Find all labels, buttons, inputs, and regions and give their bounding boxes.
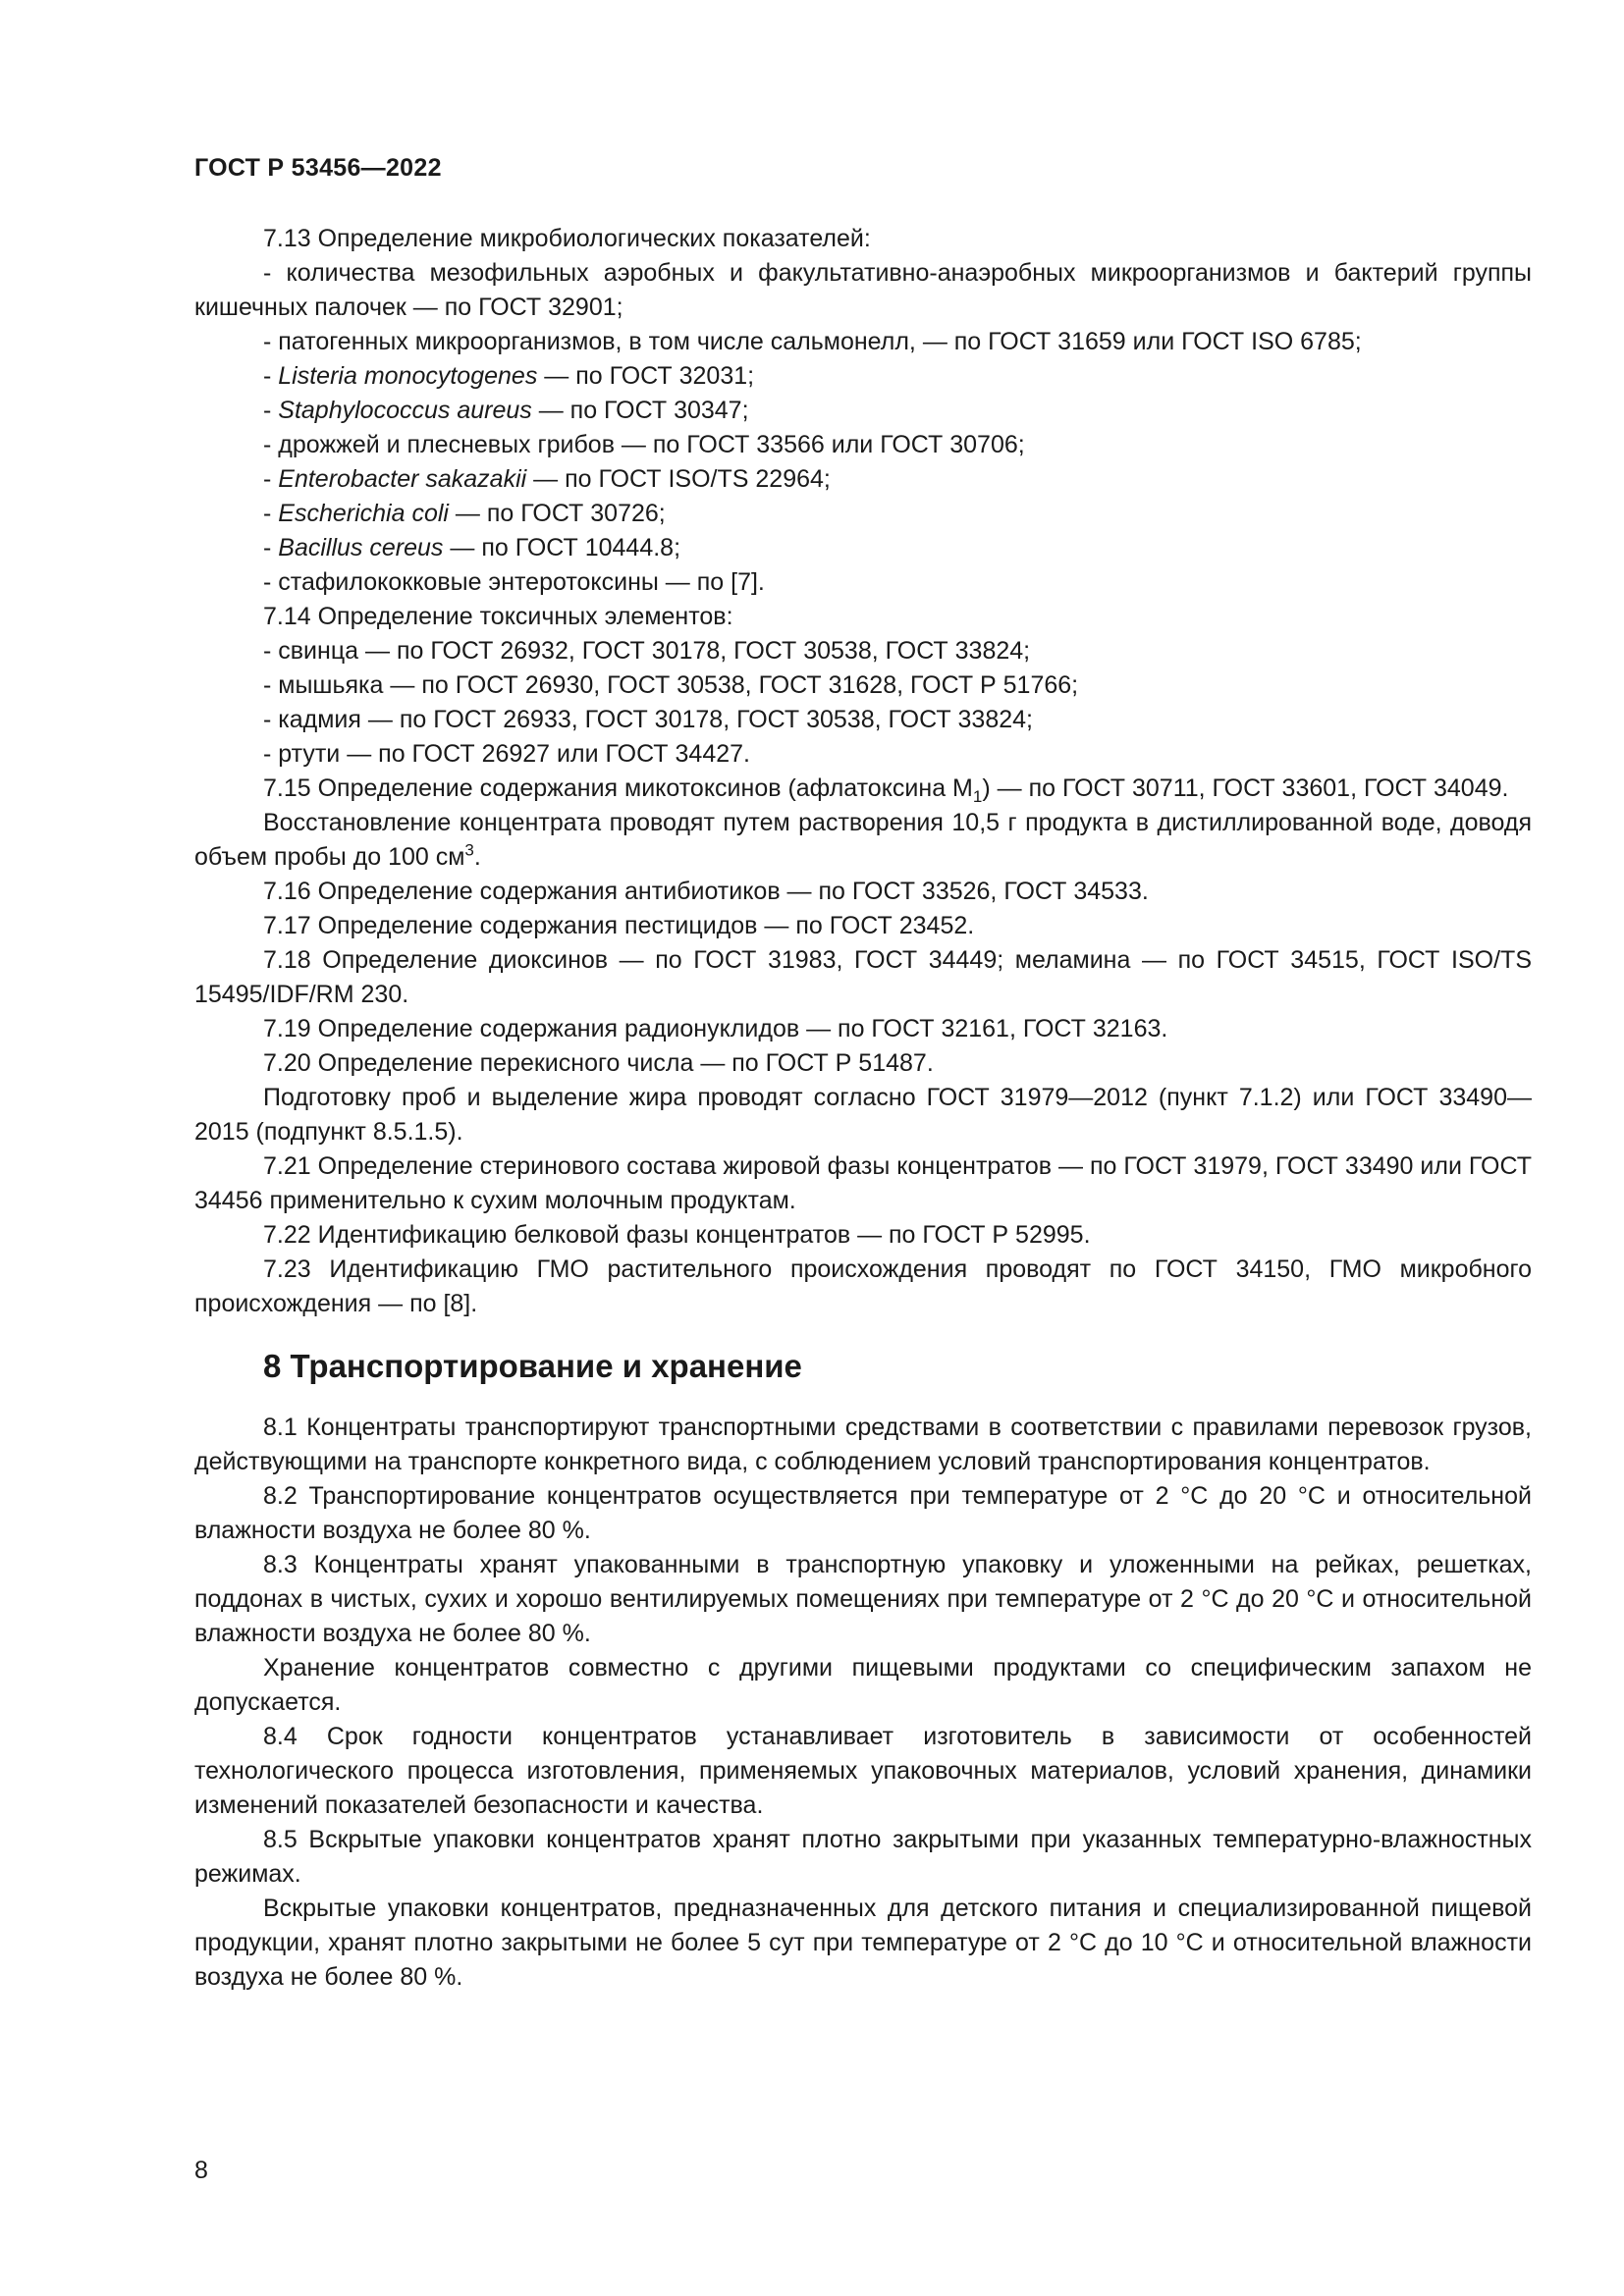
organism-name: Enterobacter sakazakii xyxy=(278,465,527,493)
paragraph-7-13: 7.13 Определение микробиологических показателей: xyxy=(263,225,871,252)
list-item: - Staphylococcus aureus — по ГОСТ 30347; xyxy=(263,397,749,424)
paragraph-7-21: 7.21 Определение стеринового состава жировой фазы концентратов — по ГОСТ 31979, ГОСТ 33490 или ГОСТ 34456 применительно к сухим молочным продуктам. xyxy=(194,1152,1532,1214)
organism-name: Bacillus cereus xyxy=(278,534,444,561)
list-item: - Listeria monocytogenes — по ГОСТ 32031; xyxy=(263,362,755,390)
organism-name: Escherichia coli xyxy=(278,500,449,527)
paragraph-8-3: 8.3 Концентраты хранят упакованными в транспортную упаковку и уложенными на рейках, решетках, поддонах в чистых, сухих и хорошо вентилируемых помещениях при температуре от 2 °С до 20 °С и относительной влажности воздуха не более 80 %. xyxy=(194,1551,1532,1647)
list-item: - стафилококковые энтеротоксины — по [7]. xyxy=(263,568,765,596)
section-8-title: 8 Транспортирование и хранение xyxy=(263,1348,802,1384)
paragraph-7-19: 7.19 Определение содержания радионуклидов — по ГОСТ 32161, ГОСТ 32163. xyxy=(263,1015,1168,1042)
list-item: - дрожжей и плесневых грибов — по ГОСТ 33566 или ГОСТ 30706; xyxy=(263,431,1025,458)
paragraph-7-15: 7.15 Определение содержания микотоксинов (афлатоксина $M_1$) — по ГОСТ 30711, ГОСТ 33601, ГОСТ 34049. xyxy=(263,774,1509,806)
section-8-body xyxy=(194,1411,1532,1995)
list-item: - мышьяка — по ГОСТ 26930, ГОСТ 30538, ГОСТ 31628, ГОСТ Р 51766; xyxy=(263,671,1079,699)
paragraph-7-22: 7.22 Идентификацию белковой фазы концентратов — по ГОСТ Р 52995. xyxy=(263,1221,1091,1249)
list-item: - Escherichia coli — по ГОСТ 30726; xyxy=(263,500,666,527)
paragraph-8-5: 8.5 Вскрытые упаковки концентратов хранят плотно закрытыми при указанных температурно-влажностных режимах. xyxy=(194,1826,1532,1888)
paragraph-7-23: 7.23 Идентификацию ГМО растительного происхождения проводят по ГОСТ 34150, ГМО микробного происхождения — по [8]. xyxy=(194,1255,1532,1317)
list-item: - кадмия — по ГОСТ 26933, ГОСТ 30178, ГОСТ 30538, ГОСТ 33824; xyxy=(263,706,1033,733)
list-item: - патогенных микроорганизмов, в том числе сальмонелл, — по ГОСТ 31659 или ГОСТ ISO 6785; xyxy=(263,328,1362,355)
paragraph-8-1: 8.1 Концентраты транспортируют транспортными средствами в соответствии с правилами перевозок грузов, действующими на транспорте конкретного вида, с соблюдением условий транспортирования концентратов. xyxy=(194,1414,1532,1475)
list-item: - ртути — по ГОСТ 26927 или ГОСТ 34427. xyxy=(263,740,750,768)
paragraph-7-16: 7.16 Определение содержания антибиотиков — по ГОСТ 33526, ГОСТ 34533. xyxy=(263,878,1149,905)
paragraph-7-17: 7.17 Определение содержания пестицидов — по ГОСТ 23452. xyxy=(263,912,975,939)
paragraph-7-14: 7.14 Определение токсичных элементов: xyxy=(263,603,733,630)
organism-name: Staphylococcus aureus xyxy=(278,397,532,424)
paragraph-7-20-note: Подготовку проб и выделение жира проводят согласно ГОСТ 31979—2012 (пункт 7.1.2) или ГОСТ 33490—2015 (подпункт 8.5.1.5). xyxy=(194,1084,1532,1146)
list-item: - Enterobacter sakazakii — по ГОСТ ISO/TS 22964; xyxy=(263,465,831,493)
document-id: ГОСТ Р 53456—2022 xyxy=(194,154,442,182)
page-number: 8 xyxy=(194,2157,208,2184)
organism-name: Listeria monocytogenes xyxy=(278,362,538,390)
paragraph-7-20: 7.20 Определение перекисного числа — по ГОСТ Р 51487. xyxy=(263,1049,934,1077)
paragraph-7-15-note: Восстановление концентрата проводят путем растворения 10,5 г продукта в дистиллированной воде, доводя объем пробы до 100 $см^3$. xyxy=(194,809,1532,871)
list-item: - количества мезофильных аэробных и факультативно-анаэробных микроорганизмов и бактерий группы кишечных палочек — по ГОСТ 32901; xyxy=(194,259,1532,321)
paragraph-8-2: 8.2 Транспортирование концентратов осуществляется при температуре от 2 °С до 20 °С и относительной влажности воздуха не более 80 %. xyxy=(194,1482,1532,1544)
list-item: - Bacillus cereus — по ГОСТ 10444.8; xyxy=(263,534,681,561)
paragraph-8-4: 8.4 Срок годности концентратов устанавливает изготовитель в зависимости от особенностей технологического процесса изготовления, применяемых упаковочных материалов, условий хранения, динамики изменений показателей безопасности и качества. xyxy=(194,1723,1532,1819)
paragraph-8-3-note: Хранение концентратов совместно с другими пищевыми продуктами со специфическим запахом не допускается. xyxy=(194,1654,1532,1716)
section-7-continued xyxy=(194,222,1532,1321)
list-item: - свинца — по ГОСТ 26932, ГОСТ 30178, ГОСТ 30538, ГОСТ 33824; xyxy=(263,637,1031,665)
paragraph-7-18: 7.18 Определение диоксинов — по ГОСТ 31983, ГОСТ 34449; меламина — по ГОСТ 34515, ГОСТ ISO/TS 15495/IDF/RM 230. xyxy=(194,946,1532,1008)
paragraph-8-5-note: Вскрытые упаковки концентратов, предназначенных для детского питания и специализированной пищевой продукции, хранят плотно закрытыми не более 5 сут при температуре от 2 °С до 10 °С и относительной влажности воздуха не более 80 %. xyxy=(194,1895,1532,1991)
